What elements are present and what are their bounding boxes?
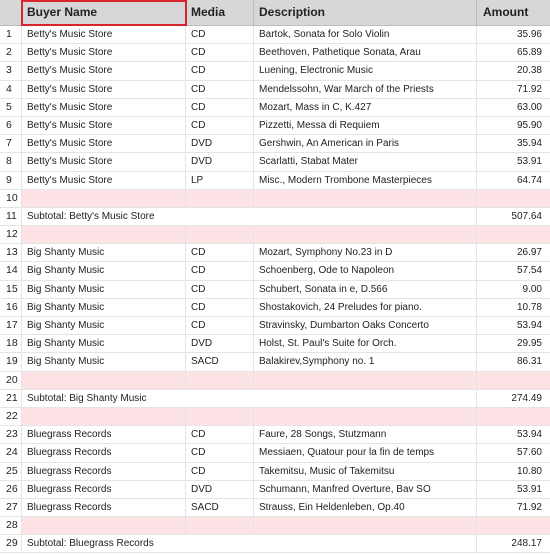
row-number[interactable]: 27: [0, 499, 22, 516]
cell-description[interactable]: Mendelssohn, War March of the Priests: [254, 81, 477, 98]
cell-subtotal-label[interactable]: Subtotal: Betty's Music Store: [22, 208, 477, 225]
cell-description[interactable]: Beethoven, Pathetique Sonata, Arau: [254, 44, 477, 61]
row-number[interactable]: 2: [0, 44, 22, 61]
cell-amount[interactable]: 9.00: [522, 283, 542, 295]
cell-media[interactable]: DVD: [186, 481, 254, 498]
cell-description[interactable]: Schoenberg, Ode to Napoleon: [254, 262, 477, 279]
cell-description[interactable]: Luening, Electronic Music: [254, 62, 477, 79]
cell-buyer-name[interactable]: Big Shanty Music: [22, 335, 186, 352]
table-row[interactable]: [0, 172, 550, 190]
row-number[interactable]: 8: [0, 153, 22, 170]
cell-amount[interactable]: 35.94: [516, 138, 542, 150]
table-row[interactable]: [0, 299, 550, 317]
row-number[interactable]: 6: [0, 117, 22, 134]
cell-subtotal-amount[interactable]: 274.49: [511, 392, 542, 404]
cell-subtotal-label[interactable]: Subtotal: Big Shanty Music: [22, 390, 477, 407]
table-row[interactable]: [0, 26, 550, 44]
table-row[interactable]: [0, 244, 550, 262]
cell-amount[interactable]: 29.95: [516, 338, 542, 350]
cell-description[interactable]: Faure, 28 Songs, Stutzmann: [254, 426, 477, 443]
row-number[interactable]: 24: [0, 444, 22, 461]
cell-media[interactable]: CD: [186, 281, 254, 298]
cell-amount[interactable]: 86.31: [516, 356, 542, 368]
table-row[interactable]: [0, 117, 550, 135]
row-number[interactable]: 16: [0, 299, 22, 316]
column-header-description[interactable]: Description: [254, 0, 477, 26]
cell-empty[interactable]: [477, 190, 545, 207]
cell-buyer-name[interactable]: Big Shanty Music: [22, 299, 186, 316]
cell-buyer-name[interactable]: Betty's Music Store: [22, 99, 186, 116]
cell-buyer-name[interactable]: Betty's Music Store: [22, 62, 186, 79]
cell-buyer-name[interactable]: Bluegrass Records: [22, 426, 186, 443]
cell-description[interactable]: Gershwin, An American in Paris: [254, 135, 477, 152]
cell-empty[interactable]: [22, 517, 186, 534]
blank-row[interactable]: [0, 408, 550, 426]
row-number[interactable]: 28: [0, 517, 22, 534]
cell-media[interactable]: CD: [186, 262, 254, 279]
row-number[interactable]: 26: [0, 481, 22, 498]
cell-subtotal-amount[interactable]: 507.64: [511, 210, 542, 222]
row-number[interactable]: 3: [0, 62, 22, 79]
cell-buyer-name[interactable]: Betty's Music Store: [22, 172, 186, 189]
cell-buyer-name[interactable]: Betty's Music Store: [22, 44, 186, 61]
cell-description[interactable]: Strauss, Ein Heldenleben, Op.40: [254, 499, 477, 516]
table-row[interactable]: [0, 99, 550, 117]
row-number[interactable]: 25: [0, 463, 22, 480]
cell-empty[interactable]: [22, 372, 186, 389]
table-row[interactable]: [0, 426, 550, 444]
table-row[interactable]: [0, 317, 550, 335]
cell-description[interactable]: Takemitsu, Music of Takemitsu: [254, 463, 477, 480]
cell-media[interactable]: CD: [186, 81, 254, 98]
row-number[interactable]: 21: [0, 390, 22, 407]
table-row[interactable]: [0, 463, 550, 481]
row-number[interactable]: 14: [0, 262, 22, 279]
cell-amount[interactable]: 63.00: [516, 101, 542, 113]
cell-media[interactable]: CD: [186, 244, 254, 261]
cell-buyer-name[interactable]: Bluegrass Records: [22, 481, 186, 498]
cell-description[interactable]: Balakirev,Symphony no. 1: [254, 353, 477, 370]
cell-media[interactable]: CD: [186, 26, 254, 43]
cell-subtotal-label[interactable]: Subtotal: Bluegrass Records: [22, 535, 477, 552]
table-row[interactable]: [0, 44, 550, 62]
table-row[interactable]: [0, 62, 550, 80]
row-number[interactable]: 12: [0, 226, 22, 243]
cell-description[interactable]: Stravinsky, Dumbarton Oaks Concerto: [254, 317, 477, 334]
cell-empty[interactable]: [186, 226, 254, 243]
cell-media[interactable]: DVD: [186, 135, 254, 152]
grid-body: [0, 26, 550, 553]
row-number[interactable]: 29: [0, 535, 22, 552]
cell-media[interactable]: SACD: [186, 499, 254, 516]
row-number[interactable]: 18: [0, 335, 22, 352]
table-row[interactable]: [0, 281, 550, 299]
cell-empty[interactable]: [477, 372, 545, 389]
row-number[interactable]: 11: [0, 208, 22, 225]
cell-empty[interactable]: [477, 226, 545, 243]
row-number[interactable]: 5: [0, 99, 22, 116]
blank-row[interactable]: [0, 190, 550, 208]
cell-media[interactable]: CD: [186, 317, 254, 334]
cell-amount[interactable]: 57.60: [516, 447, 542, 459]
subtotal-row[interactable]: [0, 390, 550, 408]
cell-media[interactable]: CD: [186, 299, 254, 316]
cell-description[interactable]: Scarlatti, Stabat Mater: [254, 153, 477, 170]
table-row[interactable]: [0, 444, 550, 462]
table-row[interactable]: [0, 481, 550, 499]
cell-media[interactable]: DVD: [186, 335, 254, 352]
cell-amount[interactable]: 64.74: [516, 174, 542, 186]
column-header-media[interactable]: Media: [186, 0, 254, 26]
row-number-header[interactable]: [0, 0, 22, 26]
cell-buyer-name[interactable]: Bluegrass Records: [22, 463, 186, 480]
cell-empty[interactable]: [186, 517, 254, 534]
cell-media[interactable]: LP: [186, 172, 254, 189]
cell-media[interactable]: CD: [186, 44, 254, 61]
row-number[interactable]: 7: [0, 135, 22, 152]
cell-buyer-name[interactable]: Big Shanty Music: [22, 281, 186, 298]
cell-empty[interactable]: [22, 408, 186, 425]
cell-media[interactable]: CD: [186, 463, 254, 480]
column-header-amount[interactable]: Amount: [483, 5, 529, 19]
cell-empty[interactable]: [254, 517, 477, 534]
cell-amount[interactable]: 53.91: [516, 156, 542, 168]
cell-empty[interactable]: [22, 190, 186, 207]
subtotal-row[interactable]: [0, 535, 550, 553]
cell-media[interactable]: CD: [186, 99, 254, 116]
cell-empty[interactable]: [254, 372, 477, 389]
cell-subtotal-amount[interactable]: 248.17: [511, 538, 542, 550]
cell-buyer-name[interactable]: Betty's Music Store: [22, 117, 186, 134]
cell-media[interactable]: CD: [186, 117, 254, 134]
row-number[interactable]: 15: [0, 281, 22, 298]
cell-media[interactable]: SACD: [186, 353, 254, 370]
row-number[interactable]: 22: [0, 408, 22, 425]
row-number[interactable]: 10: [0, 190, 22, 207]
row-number[interactable]: 4: [0, 81, 22, 98]
cell-buyer-name[interactable]: Bluegrass Records: [22, 499, 186, 516]
cell-media[interactable]: CD: [186, 444, 254, 461]
row-number[interactable]: 1: [0, 26, 22, 43]
blank-row[interactable]: [0, 517, 550, 535]
cell-description[interactable]: Bartok, Sonata for Solo Violin: [254, 26, 477, 43]
blank-row[interactable]: [0, 226, 550, 244]
cell-description[interactable]: Misc., Modern Trombone Masterpieces: [254, 172, 477, 189]
cell-buyer-name[interactable]: Bluegrass Records: [22, 444, 186, 461]
cell-media[interactable]: CD: [186, 426, 254, 443]
cell-description[interactable]: Mozart, Symphony No.23 in D: [254, 244, 477, 261]
cell-media[interactable]: CD: [186, 62, 254, 79]
cell-amount[interactable]: 71.92: [516, 83, 542, 95]
cell-amount[interactable]: 53.91: [516, 483, 542, 495]
cell-description[interactable]: Shostakovich, 24 Preludes for piano.: [254, 299, 477, 316]
blank-row[interactable]: [0, 372, 550, 390]
cell-empty[interactable]: [186, 372, 254, 389]
table-row[interactable]: [0, 262, 550, 280]
cell-amount[interactable]: 95.90: [516, 119, 542, 131]
table-row[interactable]: [0, 353, 550, 371]
cell-description[interactable]: Schumann, Manfred Overture, Bav SO: [254, 481, 477, 498]
row-number[interactable]: 17: [0, 317, 22, 334]
cell-description[interactable]: Mozart, Mass in C, K.427: [254, 99, 477, 116]
cell-buyer-name[interactable]: Betty's Music Store: [22, 26, 186, 43]
cell-amount[interactable]: 26.97: [516, 247, 542, 259]
cell-buyer-name[interactable]: Big Shanty Music: [22, 262, 186, 279]
cell-amount[interactable]: 10.80: [516, 465, 542, 477]
column-header-buyer-name[interactable]: Buyer Name: [22, 0, 186, 26]
row-number[interactable]: 13: [0, 244, 22, 261]
subtotal-row[interactable]: [0, 208, 550, 226]
cell-empty[interactable]: [254, 226, 477, 243]
cell-empty[interactable]: [477, 408, 545, 425]
table-row[interactable]: [0, 499, 550, 517]
table-row[interactable]: [0, 153, 550, 171]
cell-buyer-name[interactable]: Big Shanty Music: [22, 244, 186, 261]
cell-amount[interactable]: 53.94: [516, 429, 542, 441]
cell-amount[interactable]: 53.94: [516, 320, 542, 331]
table-row[interactable]: [0, 335, 550, 353]
cell-description[interactable]: Pizzetti, Messa di Requiem: [254, 117, 477, 134]
row-number[interactable]: 20: [0, 372, 22, 389]
table-row[interactable]: [0, 135, 550, 153]
row-number[interactable]: 9: [0, 172, 22, 189]
cell-description[interactable]: Holst, St. Paul's Suite for Orch.: [254, 335, 477, 352]
cell-empty[interactable]: [22, 226, 186, 243]
cell-description[interactable]: Schubert, Sonata in e, D.566: [254, 281, 477, 298]
cell-amount[interactable]: 57.54: [516, 265, 542, 277]
cell-buyer-name[interactable]: Big Shanty Music: [22, 317, 186, 334]
row-number[interactable]: 19: [0, 353, 22, 370]
cell-buyer-name[interactable]: Big Shanty Music: [22, 353, 186, 370]
cell-amount[interactable]: 71.92: [516, 501, 542, 513]
cell-amount[interactable]: 20.38: [516, 65, 542, 77]
cell-empty[interactable]: [186, 408, 254, 425]
cell-empty[interactable]: [186, 190, 254, 207]
cell-buyer-name[interactable]: Betty's Music Store: [22, 81, 186, 98]
cell-amount[interactable]: 35.96: [516, 29, 542, 40]
cell-empty[interactable]: [254, 190, 477, 207]
cell-buyer-name[interactable]: Betty's Music Store: [22, 153, 186, 170]
cell-buyer-name[interactable]: Betty's Music Store: [22, 135, 186, 152]
cell-amount[interactable]: 65.89: [516, 47, 542, 59]
cell-description[interactable]: Messiaen, Quatour pour la fin de temps: [254, 444, 477, 461]
cell-empty[interactable]: [477, 517, 545, 534]
table-row[interactable]: [0, 81, 550, 99]
cell-empty[interactable]: [254, 408, 477, 425]
cell-amount[interactable]: 10.78: [516, 301, 542, 313]
row-number[interactable]: 23: [0, 426, 22, 443]
column-header-row: [0, 0, 550, 26]
cell-media[interactable]: DVD: [186, 153, 254, 170]
